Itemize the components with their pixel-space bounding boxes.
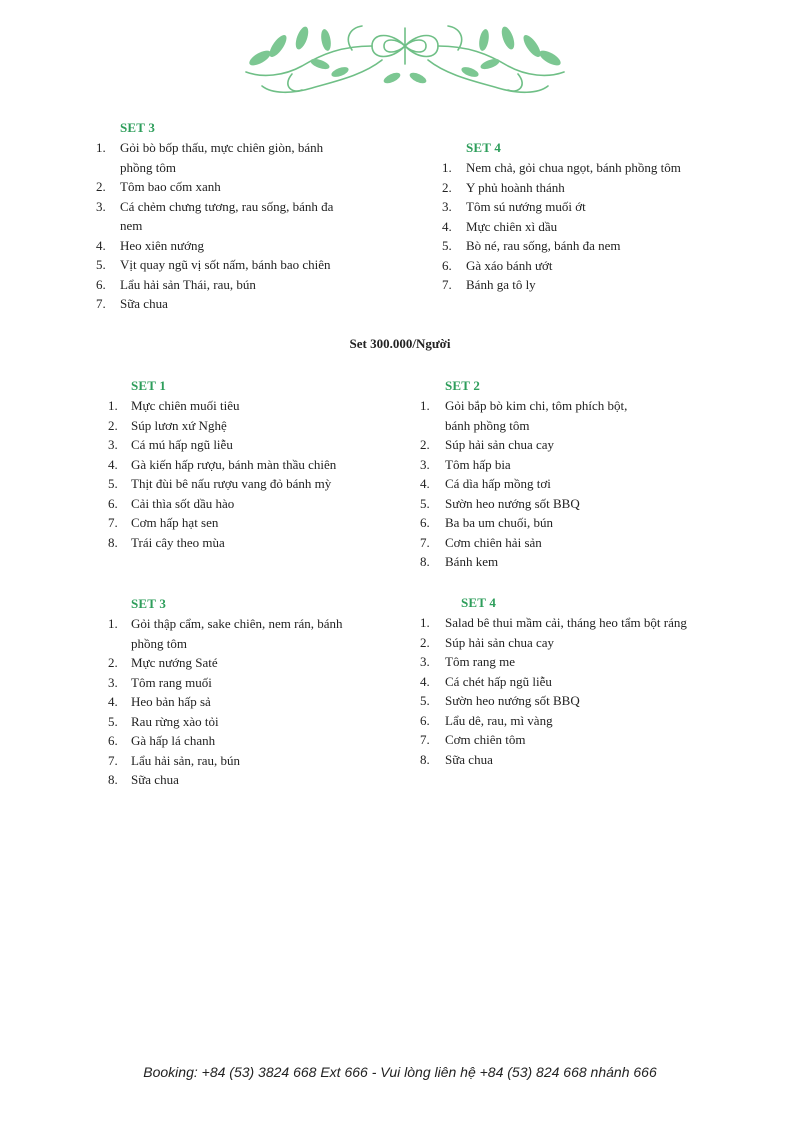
- set-title: SET 4: [461, 595, 497, 610]
- menu-item-number: 1.: [442, 160, 452, 175]
- menu-item-text: Gỏi thập cẩm, sake chiên, nem rán, bánh: [131, 616, 343, 631]
- menu-item-text: Cải thìa sốt dầu hào: [131, 495, 235, 511]
- floral-ornament-icon: [232, 16, 578, 100]
- menu-item-text: Lẩu hải sản Thái, rau, bún: [120, 276, 256, 292]
- menu-item: [420, 613, 740, 633]
- booking-footer: Booking: +84 (53) 3824 668 Ext 666 - Vui lòng liên hệ +84 (53) 824 668 nhánh 666: [143, 1064, 657, 1080]
- menu-item-text: Heo bản hấp sả: [131, 694, 211, 709]
- menu-item-number: 7.: [108, 752, 118, 768]
- menu-item-text: Sữa chua: [445, 751, 493, 767]
- menu-item: [420, 513, 720, 533]
- menu-item-number: 6.: [108, 495, 118, 511]
- menu-item: [96, 294, 376, 314]
- menu-item-number: 2.: [108, 417, 118, 433]
- menu-item-text: Sườn heo nướng sốt BBQ: [445, 693, 580, 708]
- menu-item-number: 5.: [96, 257, 106, 272]
- menu-item-text: Trái cây theo mùa: [131, 534, 225, 550]
- menu-item-text: Ba ba um chuối, bún: [445, 515, 553, 530]
- menu-item-number: 6.: [108, 733, 118, 748]
- menu-item-number: 1.: [108, 616, 118, 631]
- menu-item-text: Bánh ga tô ly: [466, 277, 536, 292]
- menu-item: [420, 652, 740, 672]
- menu-item-number: 6.: [96, 276, 106, 292]
- price-heading: Set 300.000/Người: [349, 336, 451, 351]
- menu-item-text: Gỏi bắp bò kim chi, tôm phích bột,: [445, 398, 628, 413]
- menu-item: [96, 177, 376, 197]
- menu-item: [108, 513, 388, 533]
- menu-item-number: 4.: [108, 694, 118, 709]
- menu-item-number: 8.: [108, 534, 118, 550]
- menu-item-number: 3.: [420, 654, 430, 669]
- menu-list: [108, 614, 388, 790]
- menu-item-text: Sữa chua: [120, 296, 168, 311]
- menu-item: [108, 455, 388, 475]
- menu-item-number: 6.: [420, 515, 430, 530]
- menu-item-text: Cá mú hấp ngũ liễu: [131, 437, 233, 452]
- menu-item-number: 6.: [420, 712, 430, 728]
- menu-item: [108, 533, 388, 553]
- menu-item-text: Sườn heo nướng sốt BBQ: [445, 495, 580, 511]
- menu-item: [108, 614, 388, 653]
- menu-item-text: Lẩu dê, rau, mì vàng: [445, 712, 553, 728]
- menu-item-text: Súp hải sản chua cay: [445, 634, 555, 650]
- menu-item-number: 4.: [442, 218, 452, 234]
- menu-list: [96, 138, 376, 314]
- menu-item: [420, 633, 740, 653]
- menu-item: [108, 396, 388, 416]
- menu-item: [442, 275, 742, 295]
- menu-item-text: Tôm hấp bia: [445, 456, 511, 472]
- menu-item-text: Lẩu hải sản, rau, bún: [131, 752, 241, 768]
- menu-item-number: 1.: [420, 398, 430, 413]
- menu-item-text: Cá chét hấp ngũ liễu: [445, 673, 552, 689]
- set-title: SET 3: [120, 120, 156, 135]
- menu-item-number: 2.: [420, 437, 430, 452]
- menu-item-text: Gà hấp lá chanh: [131, 733, 216, 748]
- menu-item: [442, 217, 742, 237]
- set-title: SET 4: [466, 140, 502, 155]
- menu-list: [420, 396, 720, 572]
- menu-item: [96, 236, 376, 256]
- menu-item-number: 3.: [108, 437, 118, 452]
- menu-item-number: 3.: [108, 674, 118, 690]
- menu-item: [108, 673, 388, 693]
- menu-item-number: 4.: [420, 476, 430, 491]
- menu-item-number: 7.: [420, 534, 430, 550]
- menu-item-number: 5.: [420, 495, 430, 511]
- menu-item: [108, 731, 388, 751]
- menu-item: [442, 178, 742, 198]
- menu-item-number: 7.: [96, 296, 106, 311]
- menu-item: [108, 712, 388, 732]
- menu-item: [442, 197, 742, 217]
- menu-item-text: Tôm sú nướng muối ớt: [466, 199, 586, 214]
- menu-item: [420, 672, 740, 692]
- menu-item-number: 1.: [96, 140, 106, 155]
- menu-item-text: phồng tôm: [131, 635, 187, 651]
- menu-item-text: Mực chiên xì dầu: [466, 218, 558, 234]
- menu-item: [420, 691, 740, 711]
- menu-item-text: Cơm chiên hải sản: [445, 534, 542, 550]
- menu-item-text: Salad bê thui mầm cải, tháng heo tẩm bột ráng: [445, 615, 687, 630]
- menu-item-text: Súp lươn xứ Nghệ: [131, 417, 227, 433]
- menu-item: [108, 770, 388, 790]
- menu-item-number: 2.: [96, 179, 106, 194]
- menu-item-text: Tôm rang me: [445, 654, 516, 669]
- menu-item-text: Bò né, rau sống, bánh đa nem: [466, 238, 621, 253]
- menu-item-text: nem: [120, 218, 143, 233]
- menu-item-number: 8.: [420, 554, 430, 569]
- menu-item-text: Tôm bao cốm xanh: [120, 179, 221, 194]
- menu-item-number: 5.: [442, 238, 452, 253]
- menu-item-number: 8.: [108, 772, 118, 787]
- menu-item-text: Mực nướng Saté: [131, 655, 218, 670]
- menu-item: [442, 256, 742, 276]
- set-title: SET 1: [131, 378, 167, 393]
- menu-item-number: 5.: [108, 713, 118, 729]
- menu-item: [420, 435, 720, 455]
- menu-item: [420, 494, 720, 514]
- menu-item-text: Nem chả, gỏi chua ngọt, bánh phồng tôm: [466, 160, 681, 175]
- menu-item: [108, 692, 388, 712]
- menu-item: [108, 416, 388, 436]
- menu-item-text: bánh phồng tôm: [445, 417, 530, 433]
- menu-item: [108, 751, 388, 771]
- menu-item-text: Gà kiến hấp rượu, bánh màn thầu chiên: [131, 456, 337, 472]
- menu-list: [108, 396, 388, 552]
- menu-item: [96, 138, 376, 177]
- menu-item-number: 4.: [108, 456, 118, 472]
- menu-item-number: 7.: [442, 277, 452, 292]
- menu-item: [108, 494, 388, 514]
- menu-item: [96, 275, 376, 295]
- menu-item-number: 7.: [108, 515, 118, 530]
- menu-item-text: Heo xiên nướng: [120, 237, 204, 253]
- menu-item: [420, 455, 720, 475]
- menu-item: [442, 158, 742, 178]
- menu-item: [108, 653, 388, 673]
- menu-item-number: 7.: [420, 732, 430, 747]
- menu-item-number: 2.: [442, 179, 452, 195]
- set-title: SET 2: [445, 378, 481, 393]
- menu-item-text: Mực chiên muối tiêu: [131, 398, 240, 413]
- menu-item: [420, 474, 720, 494]
- menu-item: [420, 552, 720, 572]
- menu-item-text: Cá chẻm chưng tương, rau sống, bánh đa: [120, 198, 334, 214]
- menu-item-text: Vịt quay ngũ vị sốt nấm, bánh bao chiên: [120, 257, 331, 272]
- menu-item: [420, 730, 740, 750]
- menu-item: [420, 750, 740, 770]
- menu-item: [442, 236, 742, 256]
- menu-item-text: Cơm chiên tôm: [445, 732, 526, 747]
- menu-item-text: Sữa chua: [131, 772, 179, 787]
- menu-item-number: 5.: [420, 693, 430, 708]
- menu-item-text: Gà xáo bánh ướt: [466, 257, 553, 273]
- menu-list: [442, 158, 742, 295]
- menu-item-number: 1.: [420, 615, 430, 630]
- menu-item-text: Cơm hấp hạt sen: [131, 515, 219, 530]
- menu-item-number: 3.: [96, 198, 106, 214]
- menu-item-number: 4.: [96, 237, 106, 253]
- menu-item-number: 6.: [442, 257, 452, 273]
- menu-item-text: Bánh kem: [445, 554, 499, 569]
- menu-item-text: Y phủ hoành thánh: [466, 179, 565, 195]
- menu-item-text: Thịt đùi bê nấu rượu vang đỏ bánh mỳ: [131, 476, 332, 491]
- menu-item: [420, 533, 720, 553]
- menu-item-text: Gỏi bò bốp thấu, mực chiên giòn, bánh: [120, 140, 324, 155]
- menu-list: [420, 613, 740, 769]
- menu-item: [108, 435, 388, 455]
- menu-item: [420, 711, 740, 731]
- menu-item: [108, 474, 388, 494]
- menu-item: [96, 255, 376, 275]
- menu-item-number: 3.: [442, 199, 452, 214]
- menu-item-number: 3.: [420, 456, 430, 472]
- menu-item-text: Cá dìa hấp mồng tơi: [445, 476, 551, 491]
- menu-item: [96, 197, 376, 236]
- menu-item-text: phồng tôm: [120, 159, 176, 175]
- menu-item-number: 1.: [108, 398, 118, 413]
- menu-item-text: Súp hải sản chua cay: [445, 437, 555, 452]
- set-title: SET 3: [131, 596, 167, 611]
- menu-item: [420, 396, 720, 435]
- menu-item-number: 2.: [420, 634, 430, 650]
- menu-item-number: 8.: [420, 751, 430, 767]
- menu-item-text: Rau rừng xào tỏi: [131, 713, 219, 729]
- menu-item-number: 5.: [108, 476, 118, 491]
- menu-item-number: 4.: [420, 673, 430, 689]
- menu-item-number: 2.: [108, 655, 118, 670]
- menu-item-text: Tôm rang muối: [131, 674, 212, 690]
